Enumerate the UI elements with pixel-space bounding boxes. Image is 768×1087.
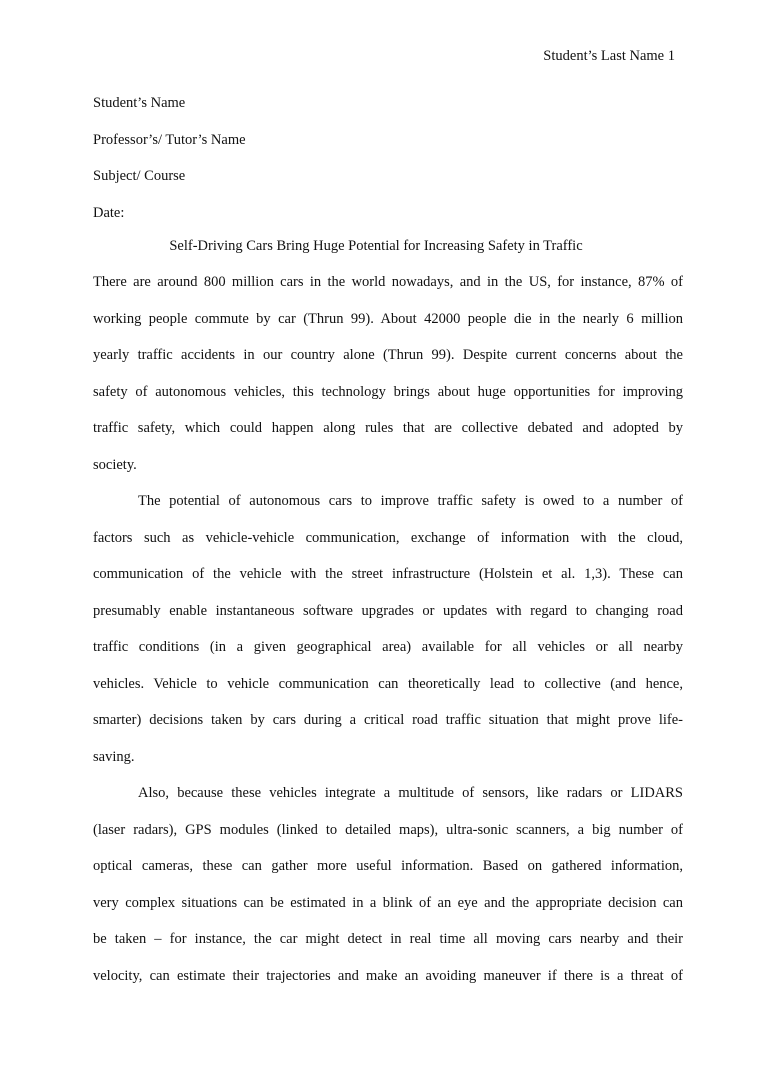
paragraph-line: (laser radars), GPS modules (linked to detailed maps), ultra-sonic scanners, a big number of <box>93 821 683 838</box>
paragraph-line: vehicles. Vehicle to vehicle communication can theoretically lead to collective (and hence, <box>93 675 683 692</box>
paragraph-line: traffic safety, which could happen along rules that are collective debated and adopted by <box>93 420 683 436</box>
paragraph-1 <box>93 264 683 483</box>
paragraph-line: There are around 800 million cars in the world nowadays, and in the US, for instance, 87% of <box>93 274 683 290</box>
paragraph-line: yearly traffic accidents in our country alone (Thrun 99). Despite current concerns about the <box>93 347 683 363</box>
paragraph-line: optical cameras, these can gather more useful information. Based on gathered information, <box>93 858 683 874</box>
paragraph-line: smarter) decisions taken by cars during a critical road traffic situation that might prove life- <box>93 712 683 728</box>
paragraph-3 <box>93 775 683 994</box>
paragraph-line: society. <box>93 456 137 473</box>
subject-course: Subject/ Course <box>93 168 186 184</box>
paragraph-line: very complex situations can be estimated in a blink of an eye and the appropriate decision can <box>93 894 683 911</box>
paragraph-line: be taken – for instance, the car might detect in real time all moving cars nearby and their <box>93 931 683 947</box>
paragraph-line: saving. <box>93 748 135 765</box>
paragraph-line: presumably enable instantaneous software upgrades or updates with regard to changing road <box>93 602 683 619</box>
running-head: Student’s Last Name 1 <box>543 48 675 64</box>
essay-title: Self-Driving Cars Bring Huge Potential for Increasing Safety in Traffic <box>169 238 583 254</box>
paragraph-line: traffic conditions (in a given geographical area) available for all vehicles or all nearby <box>93 639 683 655</box>
paragraph-line: safety of autonomous vehicles, this technology brings about huge opportunities for improving <box>93 383 683 400</box>
date-label: Date: <box>93 204 125 221</box>
paragraph-line: The potential of autonomous cars to improve traffic safety is owed to a number of <box>138 493 683 509</box>
paragraph-line: factors such as vehicle-vehicle communication, exchange of information with the cloud, <box>93 529 683 546</box>
professor-name: Professor’s/ Tutor’s Name <box>93 131 246 148</box>
paragraph-line: working people commute by car (Thrun 99). About 42000 people die in the nearly 6 million <box>93 310 683 327</box>
paragraph-line: Also, because these vehicles integrate a multitude of sensors, like radars or LIDARS <box>138 785 683 801</box>
essay-body <box>93 264 683 994</box>
student-name: Student’s Name <box>93 95 186 111</box>
heading-block <box>93 85 683 231</box>
paragraph-line: velocity, can estimate their trajectories and make an avoiding maneuver if there is a threat of <box>93 967 683 984</box>
paragraph-line: communication of the vehicle with the street infrastructure (Holstein et al. 1,3). These can <box>93 566 683 582</box>
paragraph-2 <box>93 483 683 775</box>
